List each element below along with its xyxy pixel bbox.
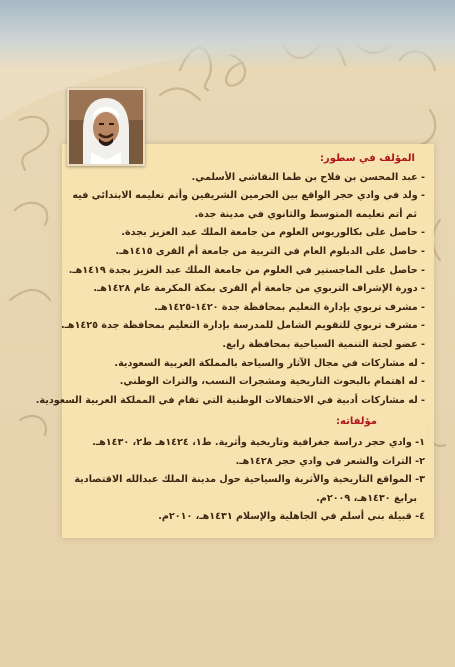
work-line: ٤- قبيلة بني أسلم في الجاهلية والإسلام ١٤٣١هـ، ٢٠١٠م. (158, 511, 425, 523)
sky-gradient (0, 0, 455, 70)
author-content (35, 150, 425, 527)
bio-item (70, 187, 425, 224)
bio-line: - مشرف تربوي للتقويم الشامل للمدرسة بإدارة التعليم بمحافظة جدة ١٤٢٥هـ. (61, 320, 425, 332)
bio-item (70, 280, 425, 299)
work-item (70, 453, 425, 472)
bio-item (70, 169, 425, 188)
bio-list (35, 169, 425, 411)
bio-line: - ولد في وادي حجر الواقع بين الحرمين الشريفين وأتم تعليمه الابتدائي فيه (72, 190, 425, 202)
bio-item (35, 392, 425, 411)
bio-line: - حاصل على الدبلوم العام في التربية من جامعة أم القرى ١٤١٥هـ. (115, 245, 425, 257)
bio-line: - دورة الإشراف التربوي من جامعة أم القرى بمكة المكرمة عام ١٤٢٨هـ. (93, 283, 425, 295)
bio-item (70, 299, 425, 318)
bio-item (70, 373, 425, 392)
bio-line: - حاصل على بكالوريوس العلوم من جامعة الملك عبد العزيز بجدة. (121, 227, 425, 239)
work-item (70, 471, 425, 508)
works-heading: مؤلفاته: (336, 416, 377, 428)
bio-line: - عبد المحسن بن فلاح بن طما النقاشي الأسلمي. (191, 171, 425, 183)
work-item (70, 434, 425, 453)
bio-line: - مشرف تربوي بإدارة التعليم بمحافظة جدة ١٤٢٠-١٤٢٥هـ. (154, 301, 425, 313)
bio-line-continuation: ثم أتم تعليمه المتوسط والثانوي في مدينة جدة. (194, 208, 417, 220)
bio-line: - له مشاركات أدبية في الاحتفالات الوطنية التي تقام في المملكة العربية السعودية. (35, 394, 425, 406)
bio-line: - له مشاركات في مجال الآثار والسياحة بالمملكة العربية السعودية. (114, 357, 425, 369)
bio-item (70, 262, 425, 281)
author-heading: المؤلف في سطور: (319, 153, 415, 164)
bio-item (70, 355, 425, 374)
work-line: ٣- المواقع التاريخية والأثرية والسياحية حول مدينة الملك عبدالله الاقتصادية (74, 474, 425, 486)
works-list (70, 434, 425, 527)
work-line: ١- وادي حجر دراسة جغرافية وتاريخية وأثرية. ط١، ١٤٢٤هـ ط٢، ١٤٣٠هـ. (92, 436, 425, 448)
work-line-continuation: برابغ ١٤٣٠هـ، ٢٠٠٩م. (316, 492, 417, 504)
bio-line: - له اهتمام بالبحوث التاريخية ومشجرات النسب، والتراث الوطني. (119, 376, 425, 388)
bio-item (70, 243, 425, 262)
work-line: ٢- التراث والشعر في وادي حجر ١٤٢٨هـ. (235, 455, 425, 467)
bio-line: - عضو لجنة التنمية السياحية بمحافظة رابغ. (222, 338, 425, 350)
bio-item (70, 336, 425, 355)
work-item (70, 508, 425, 527)
bio-item (61, 317, 425, 336)
bio-item (70, 224, 425, 243)
bio-line: - حاصل على الماجستير في العلوم من جامعة الملك عبد العزيز بجدة ١٤١٩هـ. (68, 264, 425, 276)
